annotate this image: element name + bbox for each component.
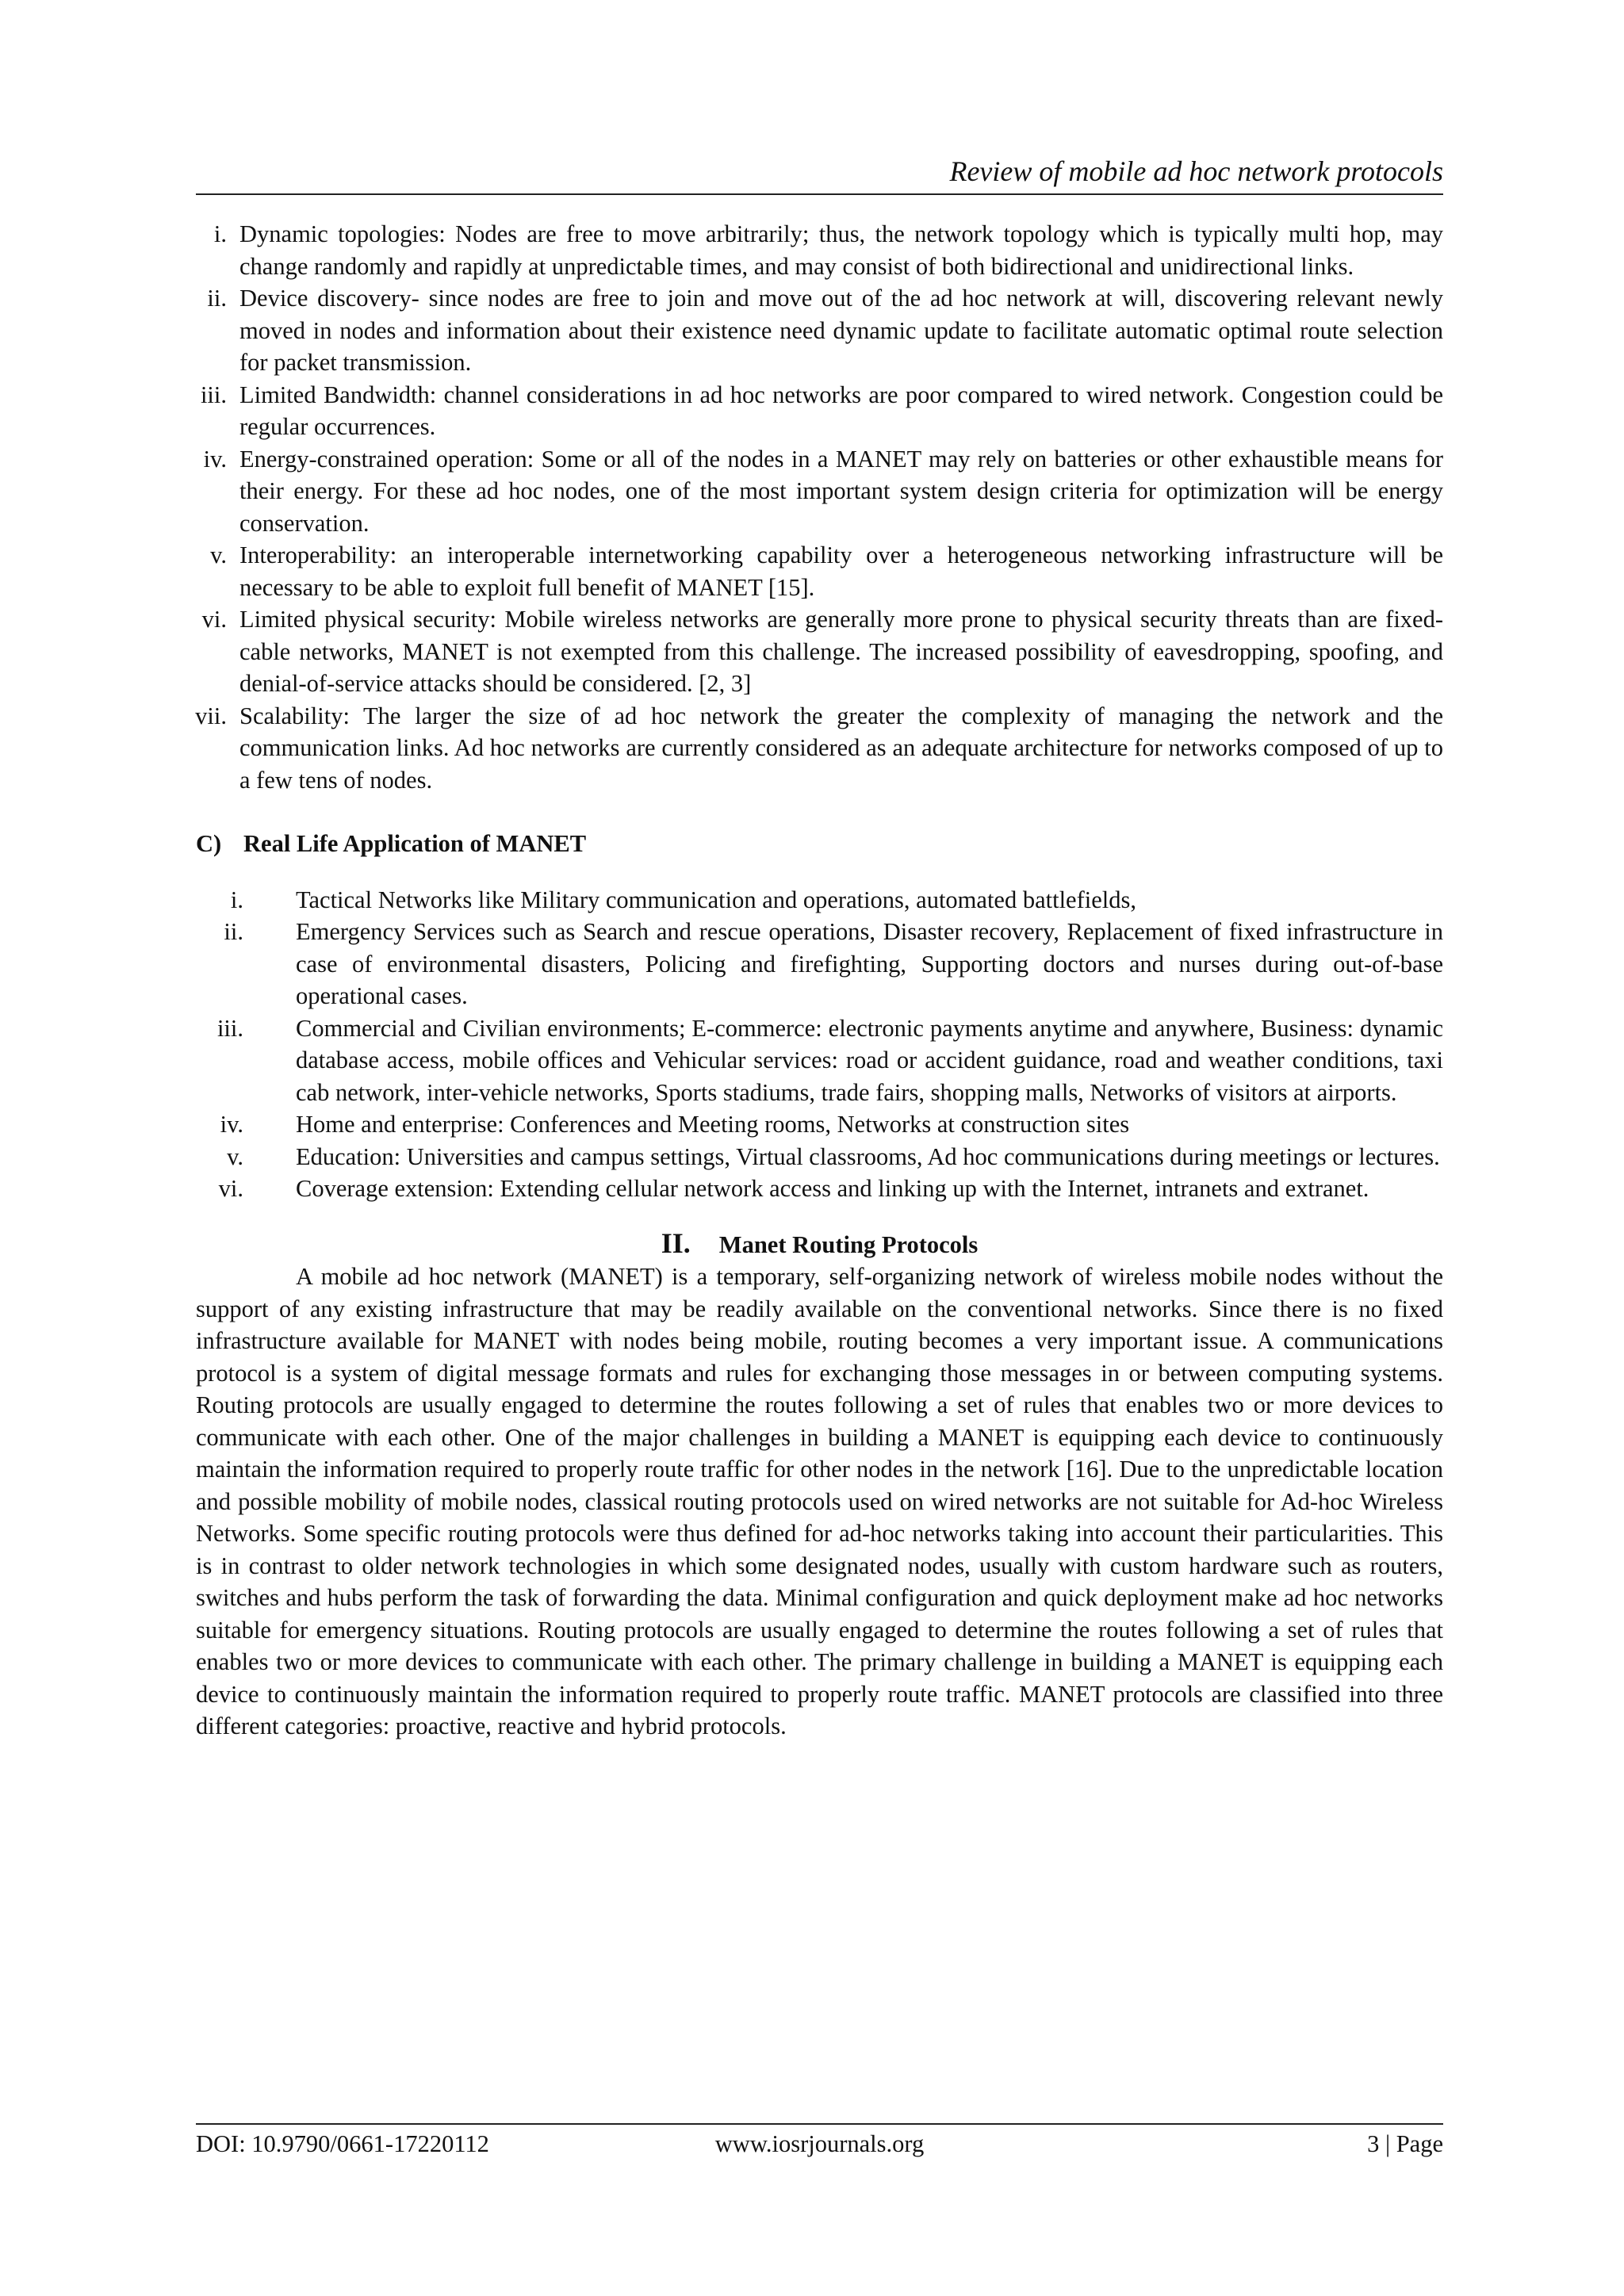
list-item-number: iii. [200,381,227,408]
list-item-text: Energy-constrained operation: Some or all of the nodes in a MANET may rely on batteries or other exhaustible means for their energy. For these ad hoc nodes, one of the most important system design criteria for optimization will be energy conservation. [239,445,1443,537]
section-number: II. [661,1226,691,1259]
list-item [196,1012,1443,1109]
list-item-text: Limited Bandwidth: channel considerations in ad hoc networks are poor compared to wired network. Congestion could be regular occurrences. [239,381,1443,440]
list-item-number: iv. [203,445,227,473]
list-item-number: i. [213,220,227,247]
list-item-number: iii. [216,1014,243,1042]
list-item [196,282,1443,379]
list-item-number: ii. [224,918,243,945]
page-footer [196,2126,1443,2161]
list-item [196,884,1443,916]
list-item-number: vi. [218,1175,243,1202]
section-title: Real Life Application of MANET [243,830,587,857]
footer-page-number: 3 | Page [1367,2130,1443,2157]
list-item-text: Interoperability: an interoperable internetworking capability over a heterogeneous networking infrastructure will be necessary to be able to exploit full benefit of MANET [15]. [239,541,1443,601]
list-item [196,379,1443,443]
characteristics-list [196,218,1443,796]
list-item-text: Limited physical security: Mobile wireless networks are generally more prone to physical security threats than are fixed-cable networks, MANET is not exempted from this challenge. The increased possibility of eavesdropping, spoofing, and denial-of-service attacks should be considered. [2, 3] [239,606,1443,697]
list-item-number: vi. [201,606,227,633]
page-content [196,218,1443,1743]
header-rule [196,193,1443,195]
list-item-text: Scalability: The larger the size of ad hoc network the greater the complexity of managing the network and the communication links. Ad hoc networks are currently considered as an adequate architecture for networks composed of up to a few tens of nodes. [239,702,1443,794]
section-label: C) [196,830,222,857]
list-item-number: v. [210,541,227,568]
section-c-heading [196,828,1443,860]
running-header: Review of mobile ad hoc network protocols [949,155,1443,187]
list-item-number: ii. [207,285,227,312]
footer-doi: DOI: 10.9790/0661-17220112 [196,2130,489,2157]
list-item [196,1108,1443,1141]
list-item-text: Home and enterprise: Conferences and Meeting rooms, Networks at construction sites [296,1111,1130,1138]
list-item-text: Tactical Networks like Military communication and operations, automated battlefields, [296,886,1136,913]
footer-rule [196,2123,1443,2125]
list-item-number: iv. [220,1111,243,1138]
list-item [196,1173,1443,1205]
list-item-number: i. [230,886,243,913]
list-item-text: Device discovery- since nodes are free to join and move out of the ad hoc network at will, discovering relevant newly moved in nodes and information about their existence need dynamic update to facilitate automatic optimal route selection for packet transmission. [239,285,1443,376]
list-item [196,539,1443,603]
list-item [196,700,1443,797]
footer-website: www.iosrjournals.org [714,2130,925,2157]
list-item [196,603,1443,700]
list-item [196,916,1443,1012]
list-item-text: Dynamic topologies: Nodes are free to move arbitrarily; thus, the network topology which is typically multi hop, may change randomly and rapidly at unpredictable times, and may consist of both bidirectional and unidirectional links. [239,220,1443,280]
applications-list [196,884,1443,1205]
list-item-number: vii. [195,702,227,729]
list-item [196,218,1443,282]
list-item-text: Emergency Services such as Search and rescue operations, Disaster recovery, Replacement of fixed infrastructure in case of environmental disasters, Policing and firefighting, Supporting doctors and nurses during out-of-base operational cases. [296,918,1443,1009]
list-item-number: v. [227,1142,243,1170]
section-2-heading [196,1227,1443,1261]
list-item-text: Coverage extension: Extending cellular network access and linking up with the Internet, intranets and extranet. [296,1175,1369,1202]
section-title: Manet Routing Protocols [718,1230,979,1258]
list-item [196,1141,1443,1173]
list-item-text: Commercial and Civilian environments; E-commerce: electronic payments anytime and anywhere, Business: dynamic database access, mobile offices and Vehicular services: road or accident guidance, road and weather conditions, taxi cab network, inter-vehicle networks, Sports stadiums, trade fairs, shopping malls, Networks of visitors at airports. [296,1014,1443,1106]
list-item [196,443,1443,540]
list-item-text: Education: Universities and campus settings, Virtual classrooms, Ad hoc communications during meetings or lectures. [296,1142,1440,1170]
body-paragraph: A mobile ad hoc network (MANET) is a temporary, self-organizing network of wireless mobile nodes without the support of any existing infrastructure that may be readily available on the conventional networks. Since there is no fixed infrastructure available for MANET with nodes being mobile, routing becomes a very important issue. A communications protocol is a system of digital message formats and rules for exchanging those messages in or between computing systems. Routing protocols are usually engaged to determine the routes following a set of rules that enables two or more devices to communicate with each other. One of the major challenges in building a MANET is equipping each device to continuously maintain the information required to properly route traffic for other nodes in the network [16]. Due to the unpredictable location and possible mobility of mobile nodes, classical routing protocols used on wired networks are not suitable for Ad-hoc Wireless Networks. Some specific routing protocols were thus defined for ad-hoc networks taking into account their particularities. This is in contrast to older network technologies in which some designated nodes, usually with custom hardware such as routers, switches and hubs perform the task of forwarding the data. Minimal configuration and quick deployment make ad hoc networks suitable for emergency situations. Routing protocols are usually engaged to determine the routes following a set of rules that enables two or more devices to communicate with each other. The primary challenge in building a MANET is equipping each device to continuously maintain the information required to properly route traffic. MANET protocols are classified into three different categories: proactive, reactive and hybrid protocols. [196,1263,1443,1739]
